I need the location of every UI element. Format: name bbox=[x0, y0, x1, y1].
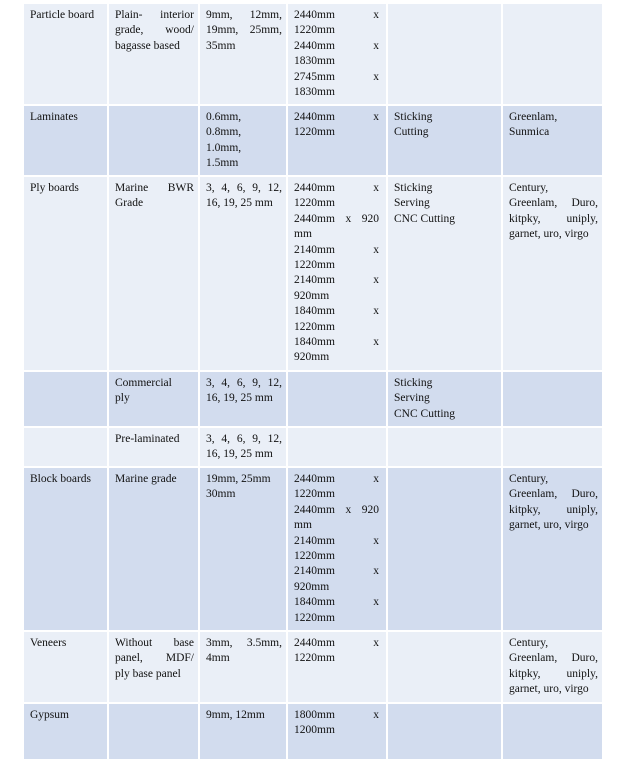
size-value: 920mm bbox=[294, 351, 330, 364]
size-value: 1840mm bbox=[294, 596, 335, 609]
product-name: Veneers bbox=[30, 637, 67, 649]
size-value: 1220mm bbox=[294, 197, 335, 210]
thickness-value: 12, bbox=[267, 182, 282, 194]
variant-cell bbox=[108, 427, 199, 467]
services-cell bbox=[387, 467, 502, 631]
thickness-value: 25mm, bbox=[249, 24, 282, 37]
size-value: 1220mm bbox=[294, 24, 335, 37]
thickness-value: 6, bbox=[236, 433, 246, 445]
product-cell bbox=[24, 105, 108, 176]
size-value: 2440mm bbox=[294, 39, 335, 52]
brand-item: Sunmica bbox=[509, 126, 550, 139]
service-item: CNC Cutting bbox=[394, 212, 456, 225]
size-value: 1800mm bbox=[294, 709, 335, 721]
size-separator: x bbox=[373, 243, 379, 256]
variant-word: BWR bbox=[167, 182, 194, 194]
brand-item: garnet, uro, virgo bbox=[509, 228, 589, 241]
size-separator: x bbox=[345, 212, 352, 225]
variant-cell bbox=[108, 631, 199, 703]
size-separator: x bbox=[373, 473, 379, 485]
services-cell bbox=[387, 427, 502, 467]
services-cell bbox=[387, 631, 502, 703]
materials-table-body bbox=[24, 3, 602, 759]
table-row bbox=[24, 631, 602, 703]
thickness-value: 6, bbox=[236, 377, 246, 389]
product-cell bbox=[24, 631, 108, 703]
sizes-cell bbox=[287, 105, 387, 176]
table-row bbox=[24, 467, 602, 631]
thickness-value: 16, 19, 25 mm bbox=[206, 392, 273, 405]
sizes-cell bbox=[287, 176, 387, 371]
brand-item: Century, bbox=[509, 182, 549, 194]
size-value: 2440mm bbox=[294, 637, 335, 649]
size-separator: x bbox=[373, 182, 379, 194]
thickness-cell bbox=[199, 427, 287, 467]
thickness-value: 4, bbox=[221, 377, 231, 389]
thickness-value: 4mm bbox=[206, 652, 230, 665]
variant-cell bbox=[108, 703, 199, 759]
thickness-value: 3, bbox=[206, 433, 215, 445]
table-row bbox=[24, 427, 602, 467]
brand-item: Greenlam, bbox=[509, 197, 558, 210]
size-value: 1220mm bbox=[294, 126, 335, 139]
materials-table bbox=[24, 2, 602, 759]
brands-cell bbox=[502, 176, 602, 371]
thickness-value: 12, bbox=[267, 433, 282, 445]
brands-cell bbox=[502, 427, 602, 467]
thickness-cell bbox=[199, 105, 287, 176]
variant-word: grade, bbox=[115, 24, 144, 37]
services-cell bbox=[387, 176, 502, 371]
thickness-cell bbox=[199, 371, 287, 427]
thickness-value: 3, bbox=[206, 182, 215, 194]
variant-word: Plain- bbox=[115, 9, 143, 21]
size-separator: x bbox=[373, 274, 379, 287]
thickness-value: 19mm, bbox=[206, 24, 239, 37]
brand-item: uniply, bbox=[566, 212, 598, 225]
size-value: 2745mm bbox=[294, 70, 335, 83]
service-item: Serving bbox=[394, 392, 430, 405]
size-value: 1830mm bbox=[294, 86, 335, 99]
thickness-value: 9mm, 12mm bbox=[206, 709, 265, 721]
variant-word: Marine bbox=[115, 182, 149, 194]
variant-word: ply base panel bbox=[115, 667, 181, 680]
brand-item: garnet, uro, virgo bbox=[509, 683, 589, 696]
sizes-cell bbox=[287, 371, 387, 427]
thickness-cell bbox=[199, 703, 287, 759]
brand-item: kitpky, bbox=[509, 212, 541, 225]
size-value: mm bbox=[294, 228, 312, 241]
thickness-value: 0.6mm, bbox=[206, 111, 242, 123]
variant-word: Marine grade bbox=[115, 473, 177, 485]
sizes-cell bbox=[287, 703, 387, 759]
brands-cell bbox=[502, 467, 602, 631]
brands-cell bbox=[502, 105, 602, 176]
thickness-value: 16, 19, 25 mm bbox=[206, 448, 273, 461]
size-separator: x bbox=[373, 305, 379, 318]
product-name: Particle board bbox=[30, 9, 95, 21]
size-value: 920mm bbox=[294, 580, 330, 593]
size-value: 1220mm bbox=[294, 488, 335, 501]
table-row bbox=[24, 703, 602, 759]
brand-item: uniply, bbox=[566, 503, 598, 516]
variant-cell bbox=[108, 467, 199, 631]
brand-item: Duro, bbox=[571, 488, 598, 501]
brand-item: uniply, bbox=[566, 667, 598, 680]
brand-item: kitpky, bbox=[509, 667, 541, 680]
product-name: Block boards bbox=[30, 473, 92, 485]
thickness-value: 9, bbox=[252, 433, 261, 445]
size-value: 2140mm bbox=[294, 274, 335, 287]
service-item: Serving bbox=[394, 197, 430, 210]
thickness-value: 4, bbox=[221, 182, 231, 194]
size-value: 1220mm bbox=[294, 652, 335, 665]
variant-word: Commercial bbox=[115, 377, 172, 389]
table-row bbox=[24, 105, 602, 176]
service-item: Sticking bbox=[394, 182, 433, 194]
thickness-value: 6, bbox=[236, 182, 246, 194]
services-cell bbox=[387, 371, 502, 427]
size-value: 1840mm bbox=[294, 336, 335, 349]
brand-item: Century, bbox=[509, 473, 549, 485]
variant-word: interior bbox=[160, 9, 194, 21]
brand-item: kitpky, bbox=[509, 503, 541, 516]
product-cell bbox=[24, 371, 108, 427]
size-value: 2440mm bbox=[294, 212, 335, 225]
size-value: 920 bbox=[361, 503, 379, 516]
size-value: mm bbox=[294, 519, 312, 532]
size-separator: x bbox=[373, 534, 379, 547]
size-separator: x bbox=[373, 111, 379, 123]
product-cell bbox=[24, 3, 108, 105]
size-value: 1830mm bbox=[294, 55, 335, 68]
thickness-value: 12mm, bbox=[249, 9, 282, 21]
size-value: 1220mm bbox=[294, 320, 335, 333]
size-separator: x bbox=[373, 709, 379, 721]
size-value: 1220mm bbox=[294, 550, 335, 563]
variant-word: Pre-laminated bbox=[115, 433, 180, 445]
service-item: Sticking bbox=[394, 111, 433, 123]
services-cell bbox=[387, 105, 502, 176]
thickness-value: 4, bbox=[221, 433, 231, 445]
sizes-cell bbox=[287, 427, 387, 467]
thickness-value: 9mm, bbox=[206, 9, 233, 21]
product-cell bbox=[24, 176, 108, 371]
service-item: Sticking bbox=[394, 377, 433, 389]
variant-word: wood/ bbox=[165, 24, 194, 37]
size-separator: x bbox=[373, 336, 379, 349]
size-value: 2440mm bbox=[294, 111, 335, 123]
brands-cell bbox=[502, 371, 602, 427]
services-cell bbox=[387, 703, 502, 759]
variant-word: MDF/ bbox=[165, 652, 194, 665]
sizes-cell bbox=[287, 467, 387, 631]
variant-word: panel, bbox=[115, 652, 143, 665]
size-separator: x bbox=[373, 70, 379, 83]
thickness-value: 16, bbox=[206, 197, 221, 210]
brands-cell bbox=[502, 3, 602, 105]
variant-word: bagasse based bbox=[115, 39, 180, 52]
thickness-value: 3.5mm, bbox=[246, 637, 282, 649]
thickness-value: 0.8mm, bbox=[206, 126, 242, 139]
size-separator: x bbox=[373, 9, 379, 21]
variant-cell bbox=[108, 105, 199, 176]
size-separator: x bbox=[373, 596, 379, 609]
thickness-cell bbox=[199, 3, 287, 105]
variant-word: Grade bbox=[115, 197, 144, 210]
table-row bbox=[24, 3, 602, 105]
product-cell bbox=[24, 703, 108, 759]
thickness-cell bbox=[199, 631, 287, 703]
thickness-cell bbox=[199, 467, 287, 631]
variant-word: base bbox=[173, 637, 194, 649]
variant-word: Without bbox=[115, 637, 153, 649]
size-value: 2440mm bbox=[294, 182, 335, 194]
table-row bbox=[24, 176, 602, 371]
service-item: Cutting bbox=[394, 126, 429, 139]
thickness-value: 9, bbox=[252, 377, 261, 389]
size-value: 2140mm bbox=[294, 565, 335, 578]
thickness-value: 19, bbox=[223, 197, 238, 210]
brand-item: Greenlam, bbox=[509, 488, 558, 501]
brands-cell bbox=[502, 703, 602, 759]
sizes-cell bbox=[287, 631, 387, 703]
size-value: 2440mm bbox=[294, 9, 335, 21]
brand-item: garnet, uro, virgo bbox=[509, 519, 589, 532]
thickness-value: 25 mm bbox=[240, 197, 273, 210]
thickness-value: 9, bbox=[252, 182, 261, 194]
thickness-value: 1.5mm bbox=[206, 157, 239, 170]
brand-item: Greenlam, bbox=[509, 652, 558, 665]
brand-item: Greenlam, bbox=[509, 111, 558, 123]
variant-word: ply bbox=[115, 392, 130, 405]
size-separator: x bbox=[373, 637, 379, 649]
thickness-value: 35mm bbox=[206, 39, 236, 52]
brand-item: Duro, bbox=[571, 652, 598, 665]
product-name: Ply boards bbox=[30, 182, 79, 194]
thickness-value: 3, bbox=[206, 377, 215, 389]
thickness-value: 1.0mm, bbox=[206, 141, 242, 154]
product-name: Gypsum bbox=[30, 709, 69, 721]
thickness-value: 3mm, bbox=[206, 637, 233, 649]
product-cell bbox=[24, 427, 108, 467]
size-separator: x bbox=[345, 503, 352, 516]
size-value: 920mm bbox=[294, 289, 330, 302]
size-value: 1220mm bbox=[294, 259, 335, 272]
size-value: 2140mm bbox=[294, 534, 335, 547]
size-value: 1220mm bbox=[294, 611, 335, 624]
size-separator: x bbox=[373, 39, 379, 52]
variant-cell bbox=[108, 371, 199, 427]
service-item: CNC Cutting bbox=[394, 407, 456, 420]
services-cell bbox=[387, 3, 502, 105]
product-cell bbox=[24, 467, 108, 631]
brand-item: Duro, bbox=[571, 197, 598, 210]
thickness-value: 30mm bbox=[206, 488, 236, 501]
table-row bbox=[24, 371, 602, 427]
thickness-cell bbox=[199, 176, 287, 371]
product-name: Laminates bbox=[30, 111, 78, 123]
size-value: 2440mm bbox=[294, 473, 335, 485]
sizes-cell bbox=[287, 3, 387, 105]
brands-cell bbox=[502, 631, 602, 703]
thickness-value: 19mm, 25mm bbox=[206, 473, 271, 485]
variant-cell bbox=[108, 3, 199, 105]
brand-item: Century, bbox=[509, 637, 549, 649]
thickness-value: 12, bbox=[267, 377, 282, 389]
size-value: 1200mm bbox=[294, 724, 335, 737]
size-value: 2140mm bbox=[294, 243, 335, 256]
size-value: 2440mm bbox=[294, 503, 335, 516]
size-separator: x bbox=[373, 565, 379, 578]
size-value: 920 bbox=[361, 212, 379, 225]
size-value: 1840mm bbox=[294, 305, 335, 318]
variant-cell bbox=[108, 176, 199, 371]
